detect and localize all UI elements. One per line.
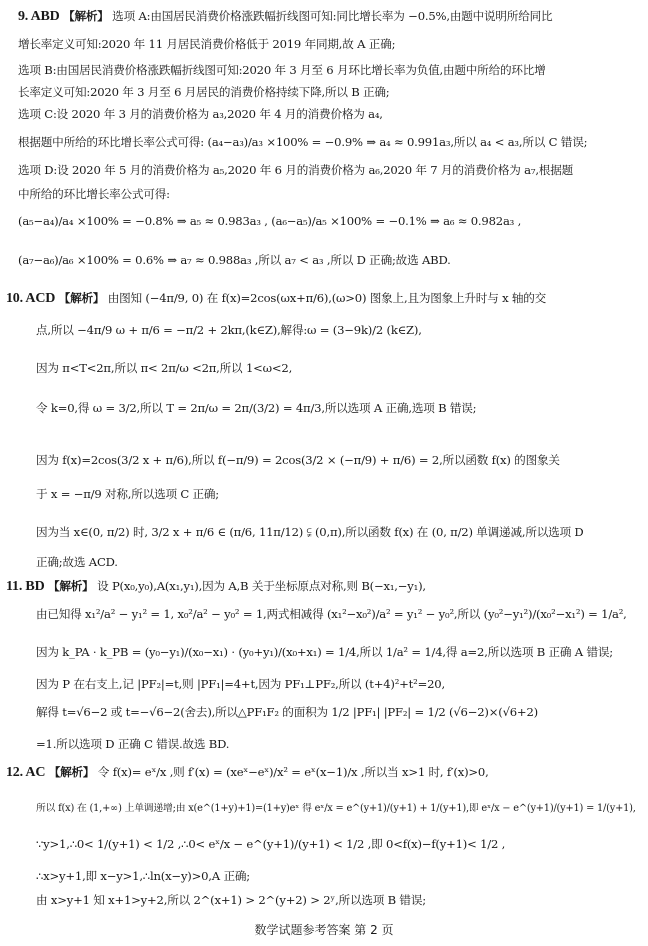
- q9-line-9: (a₇−a₆)/a₆ ×100% = 0.6% ⇒ a₇ ≈ 0.988a₃ ,所以 a₇ < a₃ ,所以 D 正确;故选 ABD.: [18, 253, 451, 267]
- q9-line-6: 选项 D:设 2020 年 5 月的消费价格为 a₅,2020 年 6 月的消费价格为 a₆,2020 年 7 月的消费价格为 a₇,根据题: [18, 163, 573, 177]
- q11-line-3: 因为 P 在右支上,记 |PF₂|=t,则 |PF₁|=4+t,因为 PF₁⊥PF₂,所以 (t+4)²+t²=20,: [36, 677, 445, 691]
- q12-label: 12. AC: [6, 765, 46, 780]
- q12-tag: 【解析】: [48, 765, 95, 779]
- q9-label: 9. ABD: [18, 9, 60, 24]
- q12-line-0: 12. AC 【解析】 令 f(x)= eˣ/x ,则 f′(x) = (xeˣ−eˣ)/x² = eˣ(x−1)/x ,所以当 x>1 时, f′(x)>0,: [6, 765, 489, 780]
- q12-line-2: ∵y>1,∴0< 1/(y+1) < 1/2 ,∴0< eˣ/x − e^(y+1)/(y+1) < 1/2 ,即 0<f(x)−f(y+1)< 1/2 ,: [36, 837, 506, 851]
- page-footer: 数学试题参考答案 第 2 页: [254, 923, 394, 937]
- q10-tag: 【解析】: [58, 291, 105, 305]
- q9-line-5: 根据题中所给的环比增长率公式可得: (a₄−a₃)/a₃ ×100% = −0.9% ⇒ a₄ ≈ 0.991a₃,所以 a₄ < a₃,所以 C 错误;: [18, 135, 588, 149]
- q9-line-8: (a₅−a₄)/a₄ ×100% = −0.8% ⇒ a₅ ≈ 0.983a₃ , (a₆−a₅)/a₅ ×100% = −0.1% ⇒ a₆ ≈ 0.982a₃ ,: [18, 214, 522, 228]
- q9-tag: 【解析】: [63, 9, 109, 23]
- q10-line-1: 点,所以 −4π/9 ω + π/6 = −π/2 + 2kπ,(k∈Z),解得:ω = (3−9k)/2 (k∈Z),: [36, 323, 422, 337]
- q12-line-3: ∴x>y+1,即 x−y>1,∴ln(x−y)>0,A 正确;: [36, 869, 250, 883]
- q10-line-4: 因为 f(x)=2cos(3/2 x + π/6),所以 f(−π/9) = 2cos(3/2 × (−π/9) + π/6) = 2,所以函数 f(x) 的图象关: [36, 453, 560, 467]
- q9-line-3: 长率定义可知:2020 年 3 月至 6 月居民的消费价格持续下降,所以 B 正确;: [18, 85, 390, 99]
- q9-line-2: 选项 B:由国居民消费价格涨跌幅折线图可知:2020 年 3 月至 6 月环比增长率为负值,由题中所给的环比增: [18, 63, 546, 77]
- q10-label: 10. ACD: [6, 291, 56, 306]
- q11-line-1: 由已知得 x₁²/a² − y₁² = 1, x₀²/a² − y₀² = 1,两式相减得 (x₁²−x₀²)/a² = y₁² − y₀²,所以 (y₀²−y₁²)/(x₀²−x₁²) = 1/a²,: [36, 607, 627, 621]
- q11-line-5: =1.所以选项 D 正确 C 错误.故选 BD.: [36, 737, 230, 751]
- q9-line-1: 增长率定义可知:2020 年 11 月居民消费价格低于 2019 年同期,故 A 正确;: [18, 37, 396, 51]
- q11-line-0: 11. BD 【解析】 设 P(x₀,y₀),A(x₁,y₁),因为 A,B 关于坐标原点对称,则 B(−x₁,−y₁),: [6, 579, 426, 594]
- q11-line-2: 因为 k_PA · k_PB = (y₀−y₁)/(x₀−x₁) · (y₀+y₁)/(x₀+x₁) = 1/4,所以 1/a² = 1/4,得 a=2,所以选项 B 正确 A 错误;: [36, 645, 613, 659]
- q11-label: 11. BD: [6, 579, 45, 594]
- q10-line-6: 因为当 x∈(0, π/2) 时, 3/2 x + π/6 ∈ (π/6, 11π/12) ⫋ (0,π),所以函数 f(x) 在 (0, π/2) 单调递减,所以选项 D: [36, 525, 584, 539]
- q12-line-4: 由 x>y+1 知 x+1>y+2,所以 2^(x+1) > 2^(y+2) > 2ʸ,所以选项 B 错误;: [36, 893, 426, 907]
- q9-line-0: 9. ABD 【解析】 选项 A:由国居民消费价格涨跌幅折线图可知:同比增长率为 −0.5%,由题中说明所给同比: [18, 9, 553, 24]
- q9-line-4: 选项 C:设 2020 年 3 月的消费价格为 a₃,2020 年 4 月的消费价格为 a₄,: [18, 107, 383, 121]
- q9-line-7: 中所给的环比增长率公式可得:: [18, 187, 170, 201]
- q11-line-4: 解得 t=√6−2 或 t=−√6−2(舍去),所以△PF₁F₂ 的面积为 1/2 |PF₁| |PF₂| = 1/2 (√6−2)×(√6+2): [36, 705, 538, 719]
- q10-line-5: 于 x = −π/9 对称,所以选项 C 正确;: [36, 487, 219, 501]
- q12-line-1: 所以 f(x) 在 (1,+∞) 上单调递增;由 x(e^(1+y)+1)=(1+y)eˣ 得 eˣ/x = e^(y+1)/(y+1) + 1/(y+1),即 eˣ/x − e^(y+1)/(y+1) = 1/(y+1),: [36, 803, 636, 814]
- q11-tag: 【解析】: [47, 579, 94, 593]
- q10-line-0: 10. ACD 【解析】 由图知 (−4π/9, 0) 在 f(x)=2cos(ωx+π/6),(ω>0) 图象上,且为图象上升时与 x 轴的交: [6, 291, 547, 306]
- q10-line-3: 令 k=0,得 ω = 3/2,所以 T = 2π/ω = 2π/(3/2) = 4π/3,所以选项 A 正确,选项 B 错误;: [36, 401, 477, 415]
- q10-line-2: 因为 π<T<2π,所以 π< 2π/ω <2π,所以 1<ω<2,: [36, 361, 293, 375]
- q10-line-7: 正确;故选 ACD.: [36, 555, 118, 569]
